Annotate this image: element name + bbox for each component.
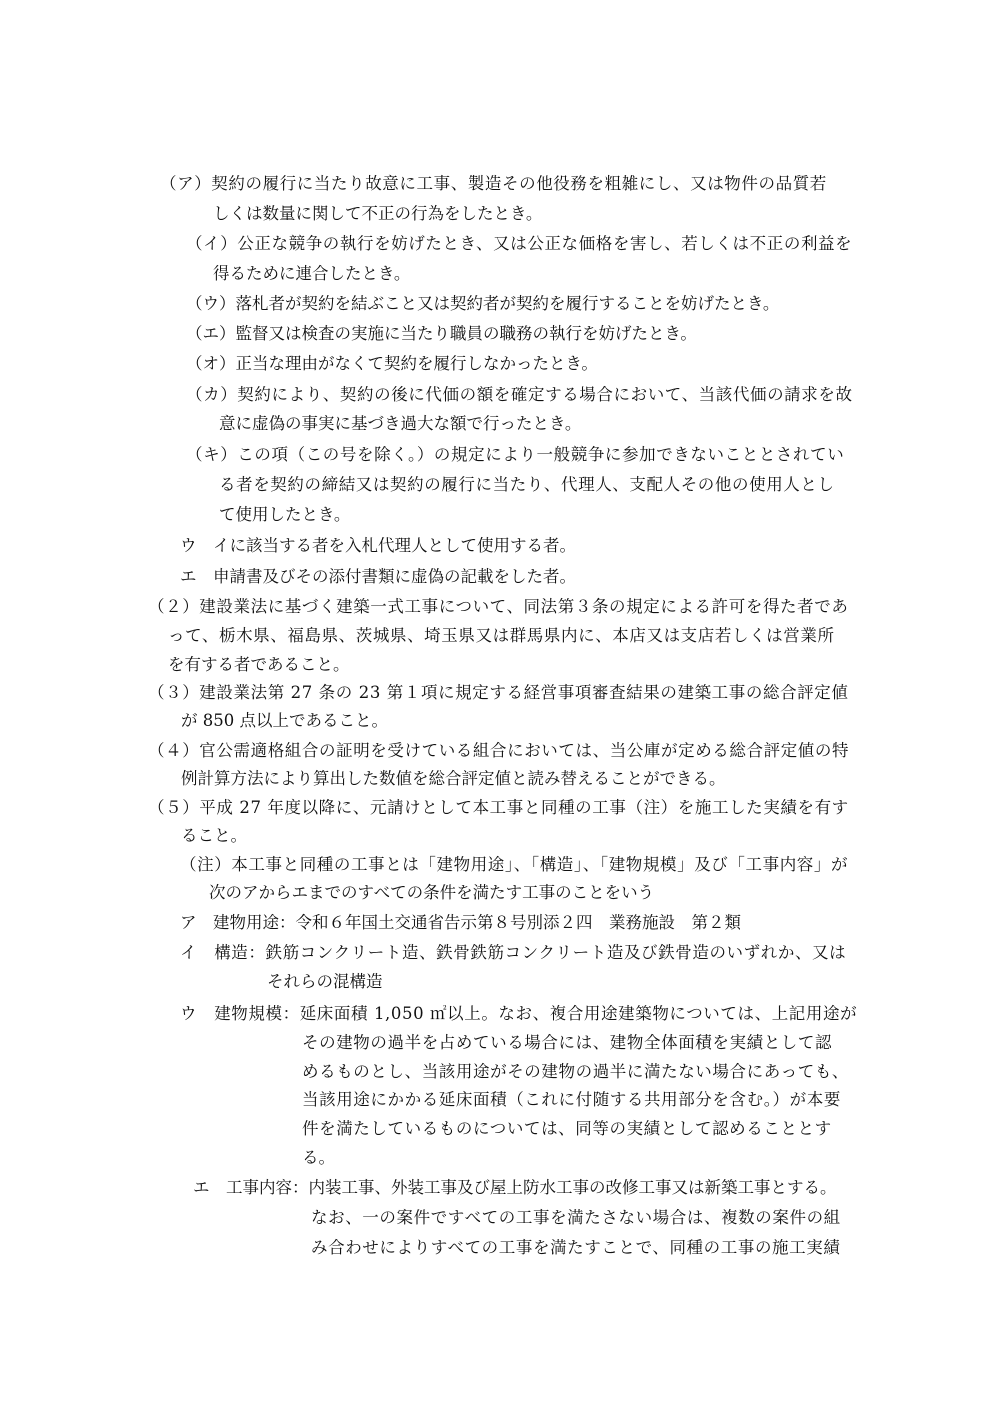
text-line: って、栃木県、福島県、茨城県、埼玉県又は群馬県内に、本店又は支店若しくは営業所 [168, 626, 835, 645]
text-line: 得るために連合したとき。 [213, 264, 411, 283]
text-line: る者を契約の締結又は契約の履行に当たり、代理人、支配人その他の使用人とし [219, 475, 835, 494]
text-line: （４）官公需適格組合の証明を受けている組合においては、当公庫が定める総合評定値の特 [148, 741, 850, 760]
text-line: ウ イに該当する者を入札代理人として使用する者。 [180, 536, 576, 555]
text-line: それらの混構造 [267, 972, 383, 991]
text-line: 例計算方法により算出した数値を総合評定値と読み替えることができる。 [181, 769, 726, 788]
text-line: る。 [302, 1148, 335, 1167]
text-line: しくは数量に関して不正の行為をしたとき。 [213, 204, 543, 223]
text-line: （５）平成 27 年度以降に、元請けとして本工事と同種の工事（注）を施工した実績を有す [148, 798, 849, 817]
text-line: 当該用途にかかる延床面積（これに付随する共用部分を含む。）が本要 [302, 1090, 841, 1109]
text-line: て使用したとき。 [219, 505, 351, 524]
text-line: （２）建設業法に基づく建築一式工事について、同法第３条の規定による許可を得た者であ [148, 597, 849, 616]
text-line: （エ）監督又は検査の実施に当たり職員の職務の執行を妨げたとき。 [186, 324, 697, 343]
text-line: 意に虚偽の事実に基づき過大な額で行ったとき。 [219, 414, 582, 433]
text-line: エ 申請書及びその添付書類に虚偽の記載をした者。 [180, 567, 576, 586]
text-line: ること。 [181, 826, 247, 845]
text-line: み合わせによりすべての工事を満たすことで、同種の工事の施工実績 [311, 1238, 841, 1257]
text-line: を有する者であること。 [168, 655, 350, 674]
text-line: 件を満たしているものについては、同等の実績として認めることとす [302, 1119, 832, 1138]
text-line: めるものとし、当該用途がその建物の過半に満たない場合にあっても、 [302, 1062, 850, 1081]
text-line: （ア）契約の履行に当たり故意に工事、製造その他役務を粗雑にし、又は物件の品質若 [160, 174, 827, 193]
text-line: （カ）契約により、契約の後に代価の額を確定する場合において、当該代価の請求を故 [186, 385, 853, 404]
text-line: （注）本工事と同種の工事とは「建物用途」、「構造」、「建物規模」及び「工事内容」が [180, 855, 849, 874]
text-line: ア 建物用途：令和６年国土交通省告示第８号別添２四 業務施設 第２類 [180, 913, 741, 932]
text-line: （ウ）落札者が契約を結ぶこと又は契約者が契約を履行することを妨げたとき。 [186, 294, 780, 313]
text-line: （イ）公正な競争の執行を妨げたとき、又は公正な価格を害し、若しくは不正の利益を [186, 234, 853, 253]
text-line: （３）建設業法第 27 条の 23 第１項に規定する経営事項審査結果の建築工事の総合評定値 [148, 683, 849, 702]
text-line: なお、一の案件ですべての工事を満たさない場合は、複数の案件の組 [311, 1208, 841, 1227]
text-line: その建物の過半を占めている場合には、建物全体面積を実績として認 [302, 1033, 833, 1052]
text-line: エ 工事内容：内装工事、外装工事及び屋上防水工事の改修工事又は新築工事とする。 [193, 1178, 837, 1197]
text-line: イ 構造：鉄筋コンクリート造、鉄骨鉄筋コンクリート造及び鉄骨造のいずれか、又は [180, 943, 847, 962]
text-line: 次のアからエまでのすべての条件を満たす工事のことをいう [209, 883, 655, 902]
text-line: （キ）この項（この号を除く。）の規定により一般競争に参加できないこととされてい [186, 445, 845, 464]
text-line: が 850 点以上であること。 [181, 711, 388, 730]
text-line: （オ）正当な理由がなくて契約を履行しなかったとき。 [186, 354, 598, 373]
text-line: ウ 建物規模：延床面積 1,050 ㎡以上。なお、複合用途建築物については、上記用途が [180, 1004, 858, 1023]
